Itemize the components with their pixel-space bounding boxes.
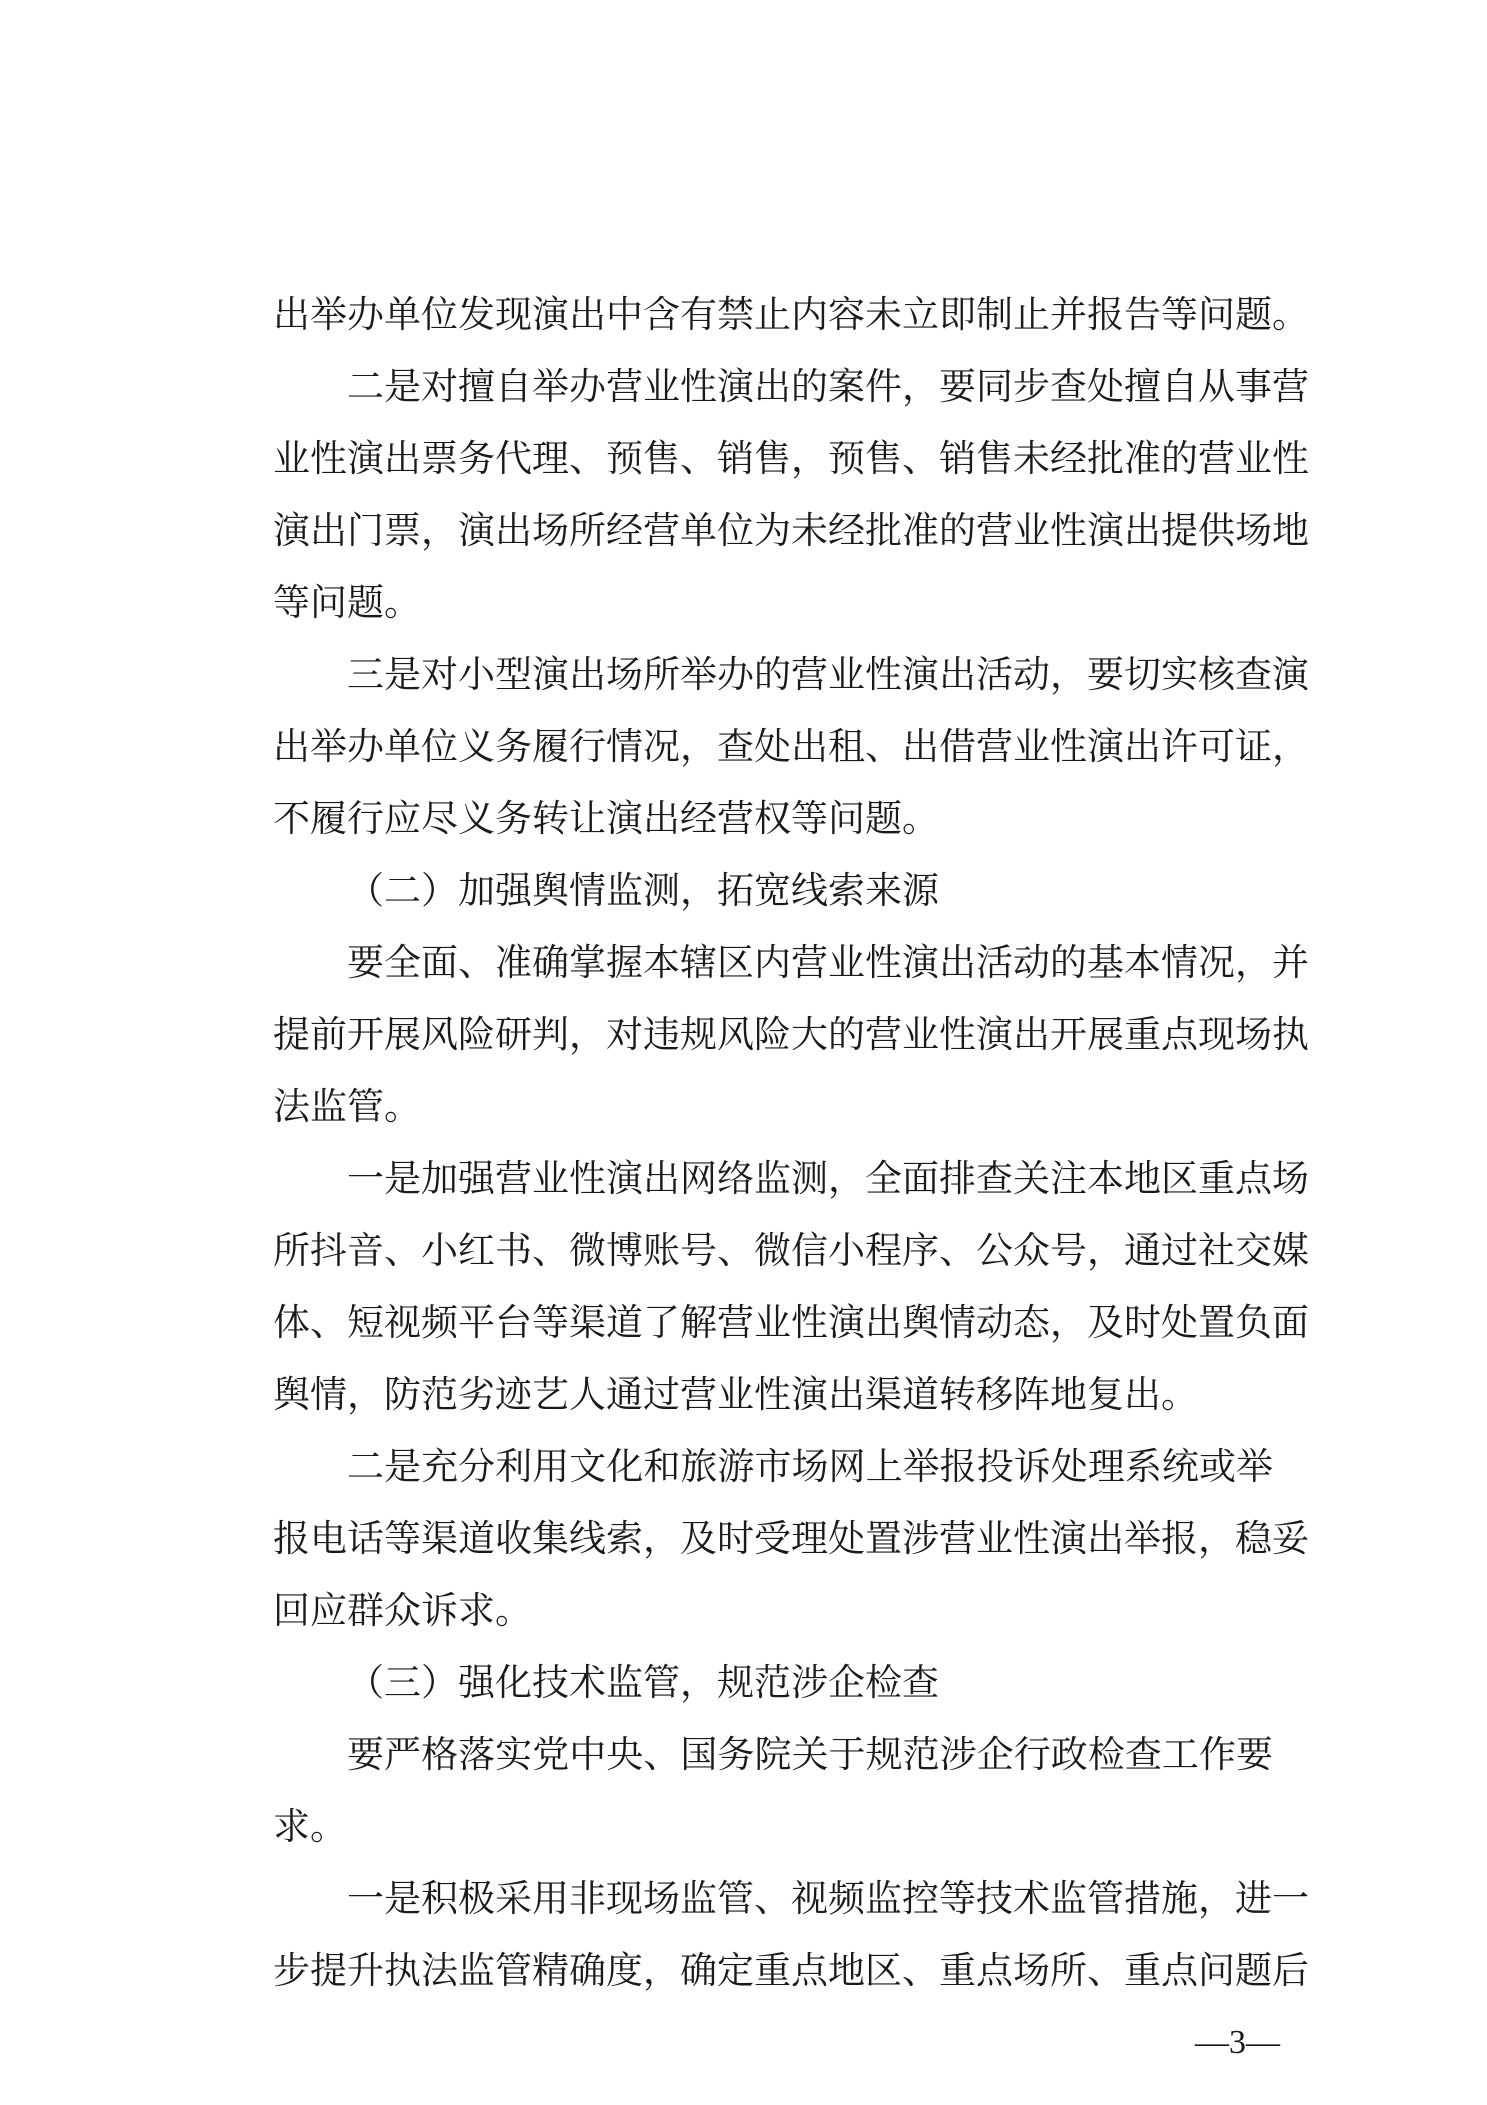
text-line: 等问题。 [273, 581, 421, 624]
text-line: 二是对擅自举办营业性演出的案件，要同步查处擅自从事营 [347, 365, 1309, 408]
text-line: 要严格落实党中央、国务院关于规范涉企行政检查工作要 [347, 1733, 1273, 1776]
section-heading: （二）加强舆情监测，拓宽线索来源 [347, 869, 939, 912]
text-line: 出举办单位发现演出中含有禁止内容未立即制止并报告等问题。 [273, 293, 1309, 336]
text-line: 业性演出票务代理、预售、销售，预售、销售未经批准的营业性 [273, 437, 1309, 480]
text-line: 回应群众诉求。 [273, 1589, 532, 1632]
text-line: 报电话等渠道收集线索，及时受理处置涉营业性演出举报，稳妥 [273, 1517, 1309, 1560]
text-line: 演出门票，演出场所经营单位为未经批准的营业性演出提供场地 [273, 509, 1309, 552]
section-heading: （三）强化技术监管，规范涉企检查 [347, 1661, 939, 1704]
text-line: 二是充分利用文化和旅游市场网上举报投诉处理系统或举 [347, 1445, 1273, 1488]
text-line: 舆情，防范劣迹艺人通过营业性演出渠道转移阵地复出。 [273, 1373, 1198, 1416]
text-line: 求。 [273, 1805, 347, 1848]
page-number: —3— [1195, 2024, 1280, 2061]
text-line: 不履行应尽义务转让演出经营权等问题。 [273, 797, 939, 840]
text-line: 法监管。 [273, 1085, 421, 1128]
text-line: 要全面、准确掌握本辖区内营业性演出活动的基本情况，并 [347, 941, 1309, 984]
text-line: 提前开展风险研判，对违规风险大的营业性演出开展重点现场执 [273, 1013, 1309, 1056]
text-line: 所抖音、小红书、微博账号、微信小程序、公众号，通过社交媒 [273, 1229, 1309, 1272]
text-line: 一是加强营业性演出网络监测，全面排查关注本地区重点场 [347, 1157, 1309, 1200]
text-line: 步提升执法监管精确度，确定重点地区、重点场所、重点问题后 [273, 1949, 1309, 1992]
text-line: 三是对小型演出场所举办的营业性演出活动，要切实核查演 [347, 653, 1309, 696]
text-line: 体、短视频平台等渠道了解营业性演出舆情动态，及时处置负面 [273, 1301, 1309, 1344]
text-line: 出举办单位义务履行情况，查处出租、出借营业性演出许可证， [273, 725, 1309, 768]
text-line: 一是积极采用非现场监管、视频监控等技术监管措施，进一 [347, 1877, 1309, 1920]
